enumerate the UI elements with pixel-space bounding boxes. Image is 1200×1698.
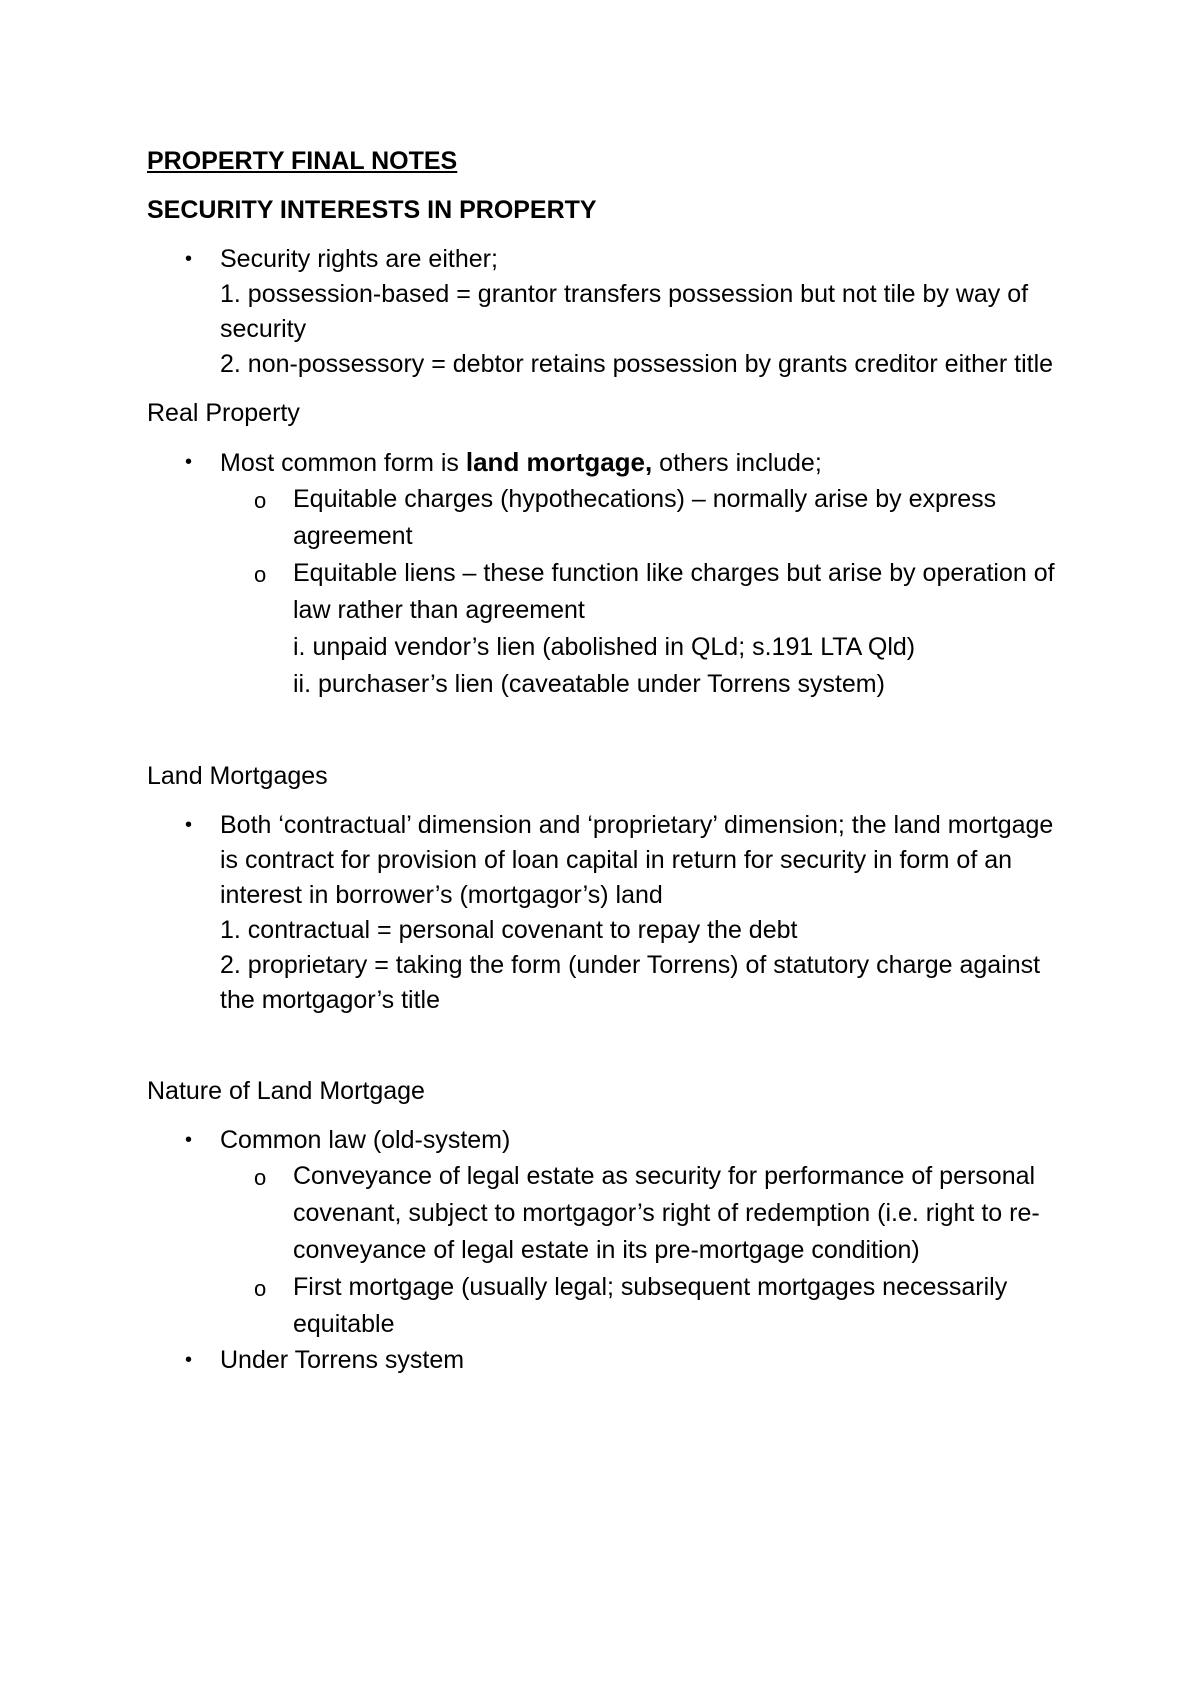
subheading-land-mortgages: Land Mortgages bbox=[147, 762, 328, 790]
list-item bbox=[147, 1343, 1067, 1378]
list-item-text: 1. contractual = personal covenant to repay the debt bbox=[220, 916, 798, 944]
circle-bullet-icon: o bbox=[254, 1165, 267, 1190]
list-item-text: Under Torrens system bbox=[220, 1346, 465, 1374]
bullet-list-land-mortgages bbox=[147, 808, 1067, 1018]
list-item bbox=[147, 808, 1067, 1018]
circle-bullet-icon: o bbox=[254, 488, 267, 513]
bullet-icon: • bbox=[185, 248, 193, 270]
list-item bbox=[147, 1123, 1067, 1343]
bullet-list-real-property bbox=[147, 445, 1067, 703]
bullet-icon: • bbox=[185, 1349, 193, 1371]
sub-list-item bbox=[220, 555, 1067, 703]
spacer bbox=[147, 1032, 1067, 1074]
list-item-text: 2. proprietary = taking the form (under Torrens) of statutory charge against the mortgagor’s title bbox=[220, 951, 1041, 1014]
list-item bbox=[147, 445, 1067, 703]
sub-list-item-text: i. unpaid vendor’s lien (abolished in QLd; s.191 LTA Qld) bbox=[293, 633, 916, 661]
sub-list bbox=[220, 481, 1067, 703]
sub-list-item-text: First mortgage (usually legal; subsequent mortgages necessarily equitable bbox=[293, 1273, 1008, 1338]
bullet-icon: • bbox=[185, 814, 193, 836]
document-title: PROPERTY FINAL NOTES bbox=[147, 147, 458, 175]
sub-list-item-text: Conveyance of legal estate as security for performance of personal covenant, subject to mortgagor’s right of redemption (i.e. right to re-conveyance of legal estate in its pre-mortgage condition) bbox=[293, 1162, 1040, 1264]
sub-list-item bbox=[220, 481, 1067, 555]
sub-list-item bbox=[220, 1158, 1067, 1269]
bullet-list-security-rights bbox=[147, 242, 1067, 382]
subheading-nature-of-land-mortgage: Nature of Land Mortgage bbox=[147, 1077, 425, 1105]
document-page bbox=[147, 144, 1067, 1392]
circle-bullet-icon: o bbox=[254, 562, 267, 587]
list-item-text: Both ‘contractual’ dimension and ‘proprietary’ dimension; the land mortgage is contract for provision of loan capital in return for security in form of an interest in borrower’s (mortgagor’s) land bbox=[220, 811, 1054, 909]
sub-list bbox=[220, 1158, 1067, 1343]
list-item-text bbox=[220, 445, 1067, 481]
list-item-text-post: others include; bbox=[652, 449, 822, 477]
circle-bullet-icon: o bbox=[254, 1276, 267, 1301]
sub-list-item-text: Equitable charges (hypothecations) – normally arise by express agreement bbox=[293, 485, 997, 550]
bold-term: land mortgage, bbox=[465, 447, 653, 477]
bullet-icon: • bbox=[185, 451, 193, 473]
list-item-text-pre: Most common form is bbox=[220, 449, 466, 477]
bullet-icon: • bbox=[185, 1129, 193, 1151]
list-item bbox=[147, 242, 1067, 382]
list-item-text: Security rights are either; bbox=[220, 245, 498, 273]
bullet-list-nature bbox=[147, 1123, 1067, 1378]
subheading-real-property: Real Property bbox=[147, 399, 300, 427]
sub-list-item-text: Equitable liens – these function like charges but arise by operation of law rather than agreement bbox=[293, 559, 1055, 624]
list-item-text: Common law (old-system) bbox=[220, 1126, 511, 1154]
sub-list-item-text: ii. purchaser’s lien (caveatable under Torrens system) bbox=[293, 670, 885, 698]
sub-list-item bbox=[220, 1269, 1067, 1343]
section-heading-security-interests: SECURITY INTERESTS IN PROPERTY bbox=[147, 196, 597, 224]
list-item-text: 2. non-possessory = debtor retains possession by grants creditor either title bbox=[220, 350, 1054, 378]
spacer bbox=[147, 717, 1067, 759]
list-item-text: 1. possession-based = grantor transfers possession but not tile by way of security bbox=[220, 280, 1029, 343]
